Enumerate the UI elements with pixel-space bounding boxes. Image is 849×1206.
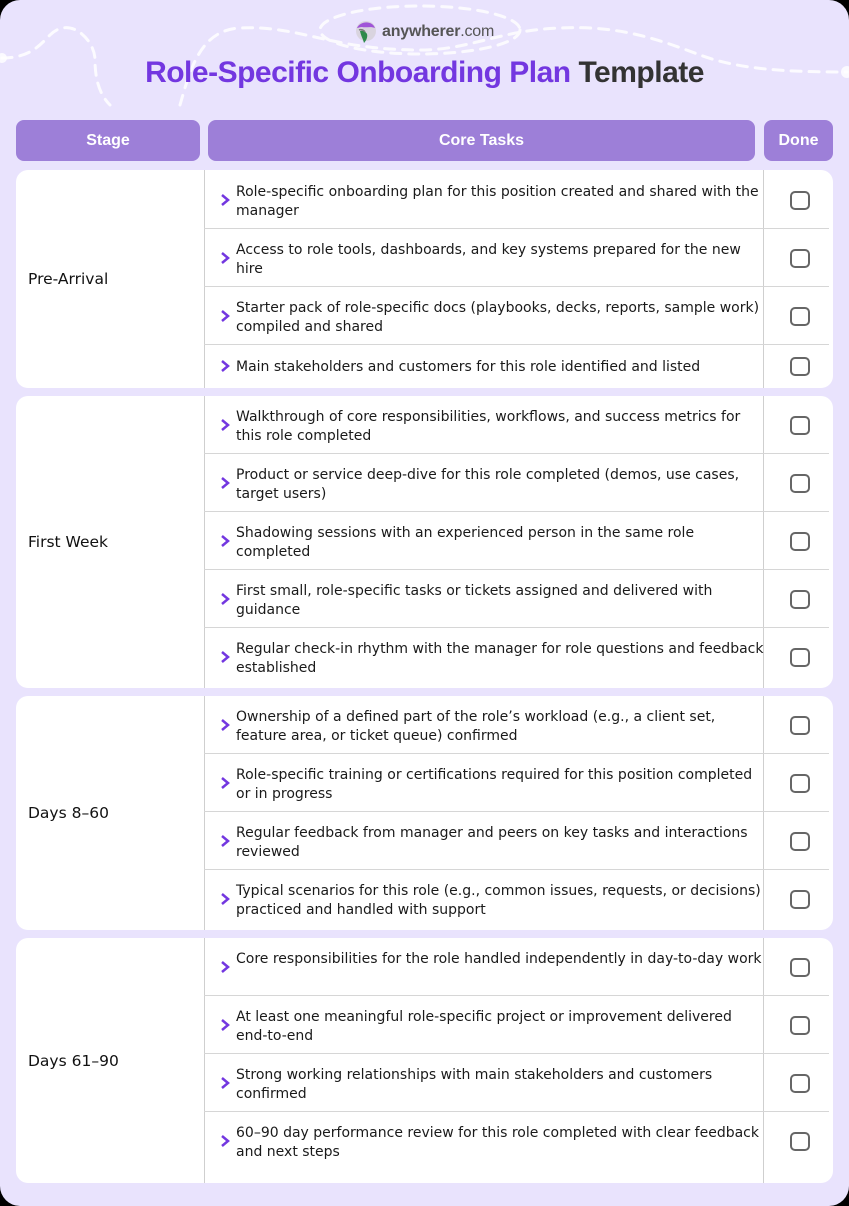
chevron-right-icon [220,777,230,789]
chevron-right-icon [220,719,230,731]
chevron-right-icon [220,893,230,905]
done-checkbox[interactable] [790,191,810,210]
done-checkbox[interactable] [790,249,810,268]
done-checkbox[interactable] [790,590,810,609]
task-text: Regular check-in rhythm with the manager for role questions and feedback established [236,641,764,676]
task-row [204,345,829,388]
task-text: Typical scenarios for this role (e.g., common issues, requests, or decisions) practiced and handled with support [236,883,761,918]
task-row [204,570,829,628]
section-pre-arrival [16,170,833,388]
done-checkbox[interactable] [790,774,810,793]
chevron-right-icon [220,419,230,431]
chevron-right-icon [220,835,230,847]
stage-label: Days 61–90 [28,1051,119,1070]
task-row [204,938,829,996]
task-text: Shadowing sessions with an experienced person in the same role completed [236,525,695,560]
task-text: 60–90 day performance review for this role completed with clear feedback and next steps [236,1125,759,1160]
chevron-right-icon [220,593,230,605]
task-text: At least one meaningful role-specific project or improvement delivered end-to-end [236,1009,732,1044]
done-checkbox[interactable] [790,357,810,376]
chevron-right-icon [220,360,230,372]
task-row [204,229,829,287]
task-text: Regular feedback from manager and peers on key tasks and interactions reviewed [236,825,748,860]
page-title: Role-Specific Onboarding Plan Template [145,56,704,89]
task-row [204,454,829,512]
chevron-right-icon [220,477,230,489]
column-header-core-tasks: Core Tasks [208,120,755,161]
brand-logo [354,18,494,46]
task-row [204,170,829,229]
task-row [204,396,829,454]
done-checkbox[interactable] [790,416,810,435]
column-header-done: Done [764,120,833,161]
chevron-right-icon [220,651,230,663]
section-first-week [16,396,833,688]
task-row [204,812,829,870]
stage-label: Pre-Arrival [28,270,109,288]
brand-name: anywherer.com [382,23,495,40]
task-text: Strong working relationships with main stakeholders and customers confirmed [236,1067,713,1102]
chevron-right-icon [220,194,230,206]
task-text: Product or service deep-dive for this role completed (demos, use cases, target users) [236,467,740,502]
task-row [204,696,829,754]
done-checkbox[interactable] [790,307,810,326]
chevron-right-icon [220,310,230,322]
task-text: Walkthrough of core responsibilities, workflows, and success metrics for this role completed [236,409,741,444]
chevron-right-icon [220,961,230,973]
task-text: Main stakeholders and customers for this role identified and listed [236,359,701,375]
chevron-right-icon [220,1135,230,1147]
task-text: Core responsibilities for the role handled independently in day-to-day work [236,951,762,967]
task-row [204,512,829,570]
section-days-61-90 [16,938,833,1183]
task-text: Starter pack of role-specific docs (playbooks, decks, reports, sample work) compiled and shared [236,300,760,335]
task-row [204,1054,829,1112]
done-checkbox[interactable] [790,532,810,551]
globe-logo-icon [354,19,378,45]
chevron-right-icon [220,1077,230,1089]
chevron-right-icon [220,252,230,264]
task-row [204,1112,829,1183]
done-checkbox[interactable] [790,958,810,977]
chevron-right-icon [220,1019,230,1031]
task-row [204,287,829,345]
task-row [204,870,829,930]
done-checkbox[interactable] [790,1016,810,1035]
task-text: Access to role tools, dashboards, and key systems prepared for the new hire [236,242,741,277]
task-text: Role-specific onboarding plan for this position created and shared with the manager [236,184,759,219]
task-text: First small, role-specific tasks or tickets assigned and delivered with guidance [236,583,713,618]
done-checkbox[interactable] [790,1132,810,1151]
task-text: Ownership of a defined part of the role’s workload (e.g., a client set, feature area, or ticket queue) confirmed [236,709,716,744]
stage-label: First Week [28,533,109,551]
column-header-stage: Stage [16,120,200,161]
task-row [204,628,829,688]
done-checkbox[interactable] [790,890,810,909]
dashed-path-decoration [0,0,849,110]
chevron-right-icon [220,535,230,547]
done-checkbox[interactable] [790,474,810,493]
done-checkbox[interactable] [790,648,810,667]
task-text: Role-specific training or certifications required for this position completed or in progress [236,767,753,802]
section-days-8-60 [16,696,833,930]
stage-label: Days 8–60 [28,804,109,822]
task-row [204,754,829,812]
task-row [204,996,829,1054]
done-checkbox[interactable] [790,716,810,735]
done-checkbox[interactable] [790,1074,810,1093]
done-checkbox[interactable] [790,832,810,851]
